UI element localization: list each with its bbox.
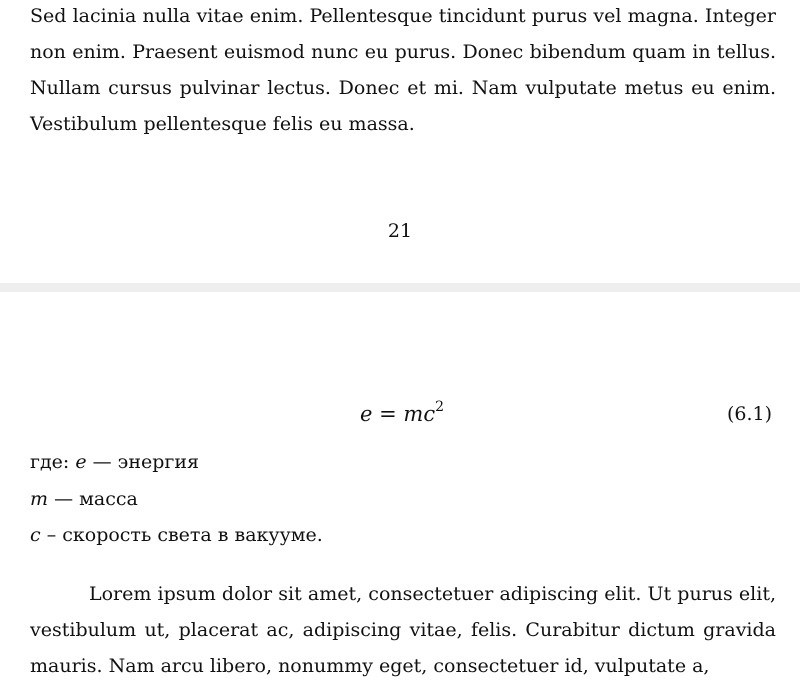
legend-symbol-c: c [30, 524, 41, 546]
body-paragraph: Lorem ipsum dolor sit amet, consectetuer adipiscing elit. Ut purus elit, vestibulum ut, placerat ac, adipiscing vitae, felis. Curabitur dictum gravida mauris. Nam arcu libero, nonummy eget, consectetuer id, vulputate a, [30, 583, 776, 677]
equation-legend-speed-of-light [30, 517, 770, 553]
page-number: 21 [387, 220, 413, 242]
equation-exponent: 2 [435, 399, 445, 415]
legend-symbol-e: e [75, 451, 87, 473]
page-separator [0, 283, 800, 292]
legend-description-mass: — масса [48, 488, 138, 510]
legend-symbol-m: m [30, 488, 49, 510]
legend-prefix: где: [30, 451, 76, 473]
document-page-upper [0, 0, 800, 283]
equation-lhs: e [360, 402, 373, 426]
legend-description-speed-of-light: – скорость света в вакууме. [40, 524, 323, 546]
equation-block [0, 396, 800, 432]
equation-legend-energy [30, 444, 770, 480]
document-page-lower [0, 292, 800, 683]
equation-rhs: mc [403, 402, 436, 426]
equation-number: (6.1) [726, 403, 772, 425]
legend-description-energy: — энергия [86, 451, 199, 473]
equation-legend-mass [30, 481, 770, 517]
body-paragraph: Sed lacinia nulla vitae enim. Pellentesque tincidunt purus vel magna. Integer non enim. Praesent euismod nunc eu purus. Donec bibendum quam in tellus. Nullam cursus pulvinar lectus. Donec et mi. Nam vulputate metus eu enim. Vestibulum pellentesque felis eu massa. [30, 5, 776, 135]
equation-equals-sign: = [379, 402, 397, 426]
equation-formula [360, 396, 444, 432]
